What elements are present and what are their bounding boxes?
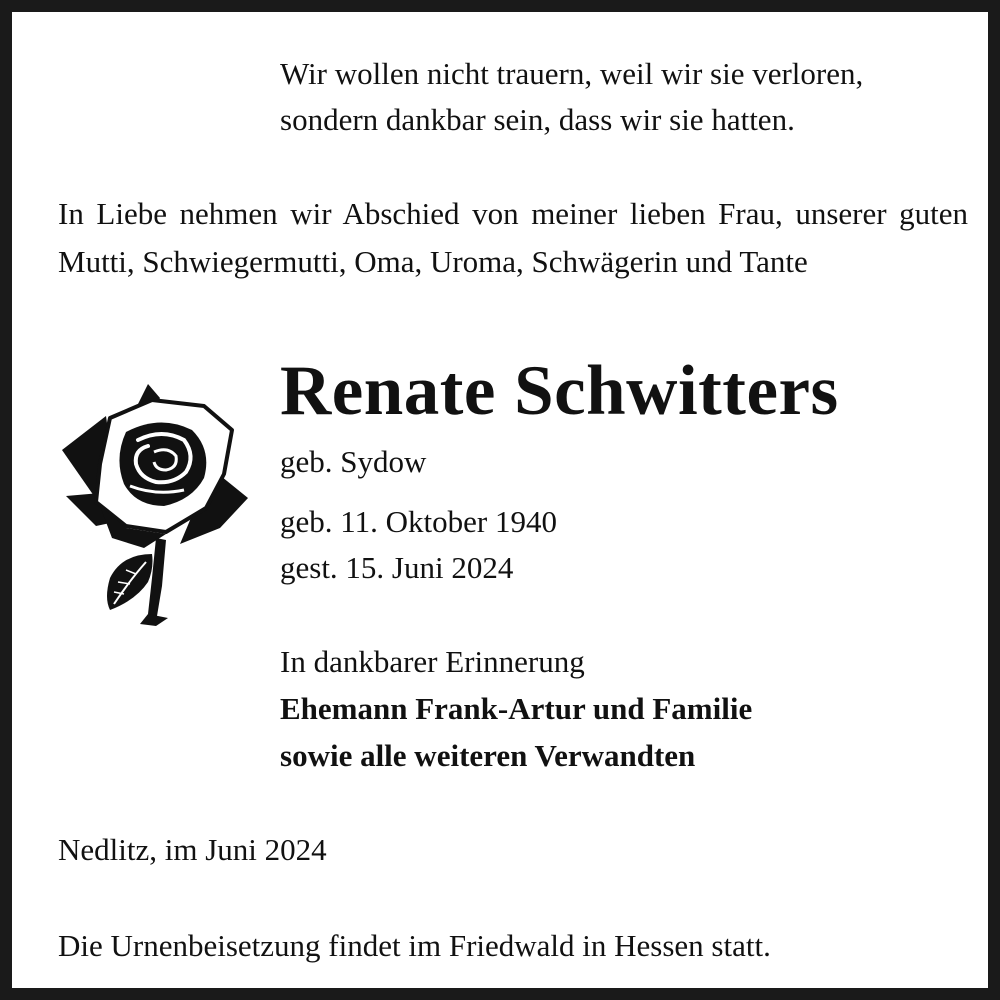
place-date: Nedlitz, im Juni 2024 bbox=[58, 832, 327, 867]
rose-icon bbox=[56, 378, 252, 630]
death-date: gest. 15. Juni 2024 bbox=[280, 550, 514, 585]
maiden-name: geb. Sydow bbox=[280, 444, 427, 479]
deceased-name: Renate Schwitters bbox=[280, 352, 839, 430]
mourners-line-1: Ehemann Frank-Artur und Familie bbox=[280, 691, 753, 726]
quote-line-2: sondern dankbar sein, dass wir sie hatten. bbox=[280, 102, 795, 137]
burial-note: Die Urnenbeisetzung findet im Friedwald in Hessen statt. bbox=[58, 928, 771, 963]
farewell-text: In Liebe nehmen wir Abschied von meiner lieben Frau, unserer guten Mutti, Schwiegermutti, Oma, Uroma, Schwägerin und Tante bbox=[58, 196, 968, 279]
quote-line-1: Wir wollen nicht trauern, weil wir sie verloren, bbox=[280, 56, 864, 91]
mourners-line-2: sowie alle weiteren Verwandten bbox=[280, 738, 696, 773]
remembrance-intro: In dankbarer Erinnerung bbox=[280, 644, 585, 679]
birth-date: geb. 11. Oktober 1940 bbox=[280, 504, 557, 539]
